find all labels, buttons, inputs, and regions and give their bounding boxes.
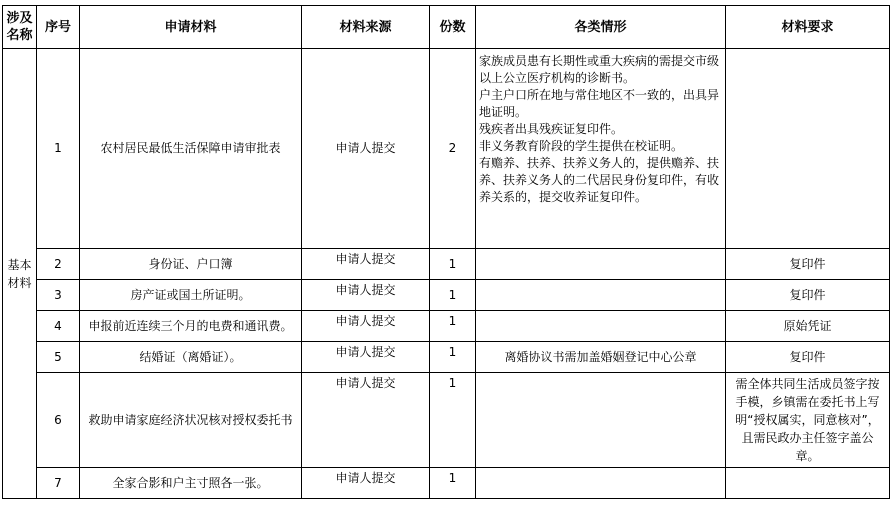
requirements-cell: 需全体共同生活成员签字按手模，乡镇需在委托书上写明“授权属实，同意核对”，且需民政办主任签字盖公章。 [726, 373, 890, 468]
source-cell: 申请人提交 [302, 311, 430, 342]
copies-cell: 1 [430, 373, 476, 468]
source-cell: 申请人提交 [302, 373, 430, 468]
seq-cell: 1 [37, 49, 80, 249]
table-row [3, 249, 890, 280]
seq-cell: 6 [37, 373, 80, 468]
material-cell: 申报前近连续三个月的电费和通讯费。 [80, 311, 302, 342]
source-cell: 申请人提交 [302, 249, 430, 280]
copies-cell: 2 [430, 49, 476, 249]
table-row [3, 49, 890, 249]
source-cell: 申请人提交 [302, 49, 430, 249]
table-row [3, 468, 890, 499]
situations-cell [476, 311, 726, 342]
header-seq: 序号 [37, 6, 80, 49]
material-cell: 全家合影和户主寸照各一张。 [80, 468, 302, 499]
header-category: 涉及名称 [3, 6, 37, 49]
category-cell: 基本材料 [3, 49, 37, 499]
table-row [3, 280, 890, 311]
seq-cell: 4 [37, 311, 80, 342]
copies-cell: 1 [430, 468, 476, 499]
table-row [3, 342, 890, 373]
table-row [3, 373, 890, 468]
situations-cell: 离婚协议书需加盖婚姻登记中心公章 [476, 342, 726, 373]
source-cell: 申请人提交 [302, 468, 430, 499]
copies-cell: 1 [430, 342, 476, 373]
seq-cell: 5 [37, 342, 80, 373]
material-cell: 结婚证（离婚证）。 [80, 342, 302, 373]
seq-cell: 7 [37, 468, 80, 499]
situations-cell [476, 249, 726, 280]
table-row [3, 311, 890, 342]
requirements-cell [726, 49, 890, 249]
source-cell: 申请人提交 [302, 342, 430, 373]
copies-cell: 1 [430, 311, 476, 342]
header-source: 材料来源 [302, 6, 430, 49]
materials-table [2, 5, 890, 499]
requirements-cell: 复印件 [726, 280, 890, 311]
header-copies: 份数 [430, 6, 476, 49]
copies-cell: 1 [430, 249, 476, 280]
situations-cell [476, 280, 726, 311]
header-requirements: 材料要求 [726, 6, 890, 49]
header-situations: 各类情形 [476, 6, 726, 49]
situations-cell [476, 373, 726, 468]
situations-cell: 家族成员患有长期性或重大疾病的需提交市级以上公立医疗机构的诊断书。 户主户口所在地与常住地区不一致的，出具异地证明。 残疾者出具残疾证复印件。 非义务教育阶段的学生提供在校证明。 有赡养、扶养、扶养义务人的，提供赡养、扶养、扶养义务人的二代居民身份复印件，有收养关系的，提交收养证复印件。 [476, 49, 726, 249]
header-material: 申请材料 [80, 6, 302, 49]
seq-cell: 3 [37, 280, 80, 311]
seq-cell: 2 [37, 249, 80, 280]
material-cell: 房产证或国土所证明。 [80, 280, 302, 311]
requirements-cell: 原始凭证 [726, 311, 890, 342]
requirements-cell: 复印件 [726, 249, 890, 280]
source-cell: 申请人提交 [302, 280, 430, 311]
requirements-cell: 复印件 [726, 342, 890, 373]
header-row [3, 6, 890, 49]
material-cell: 救助申请家庭经济状况核对授权委托书 [80, 373, 302, 468]
copies-cell: 1 [430, 280, 476, 311]
material-cell: 身份证、户口簿 [80, 249, 302, 280]
material-cell: 农村居民最低生活保障申请审批表 [80, 49, 302, 249]
situations-cell [476, 468, 726, 499]
requirements-cell [726, 468, 890, 499]
